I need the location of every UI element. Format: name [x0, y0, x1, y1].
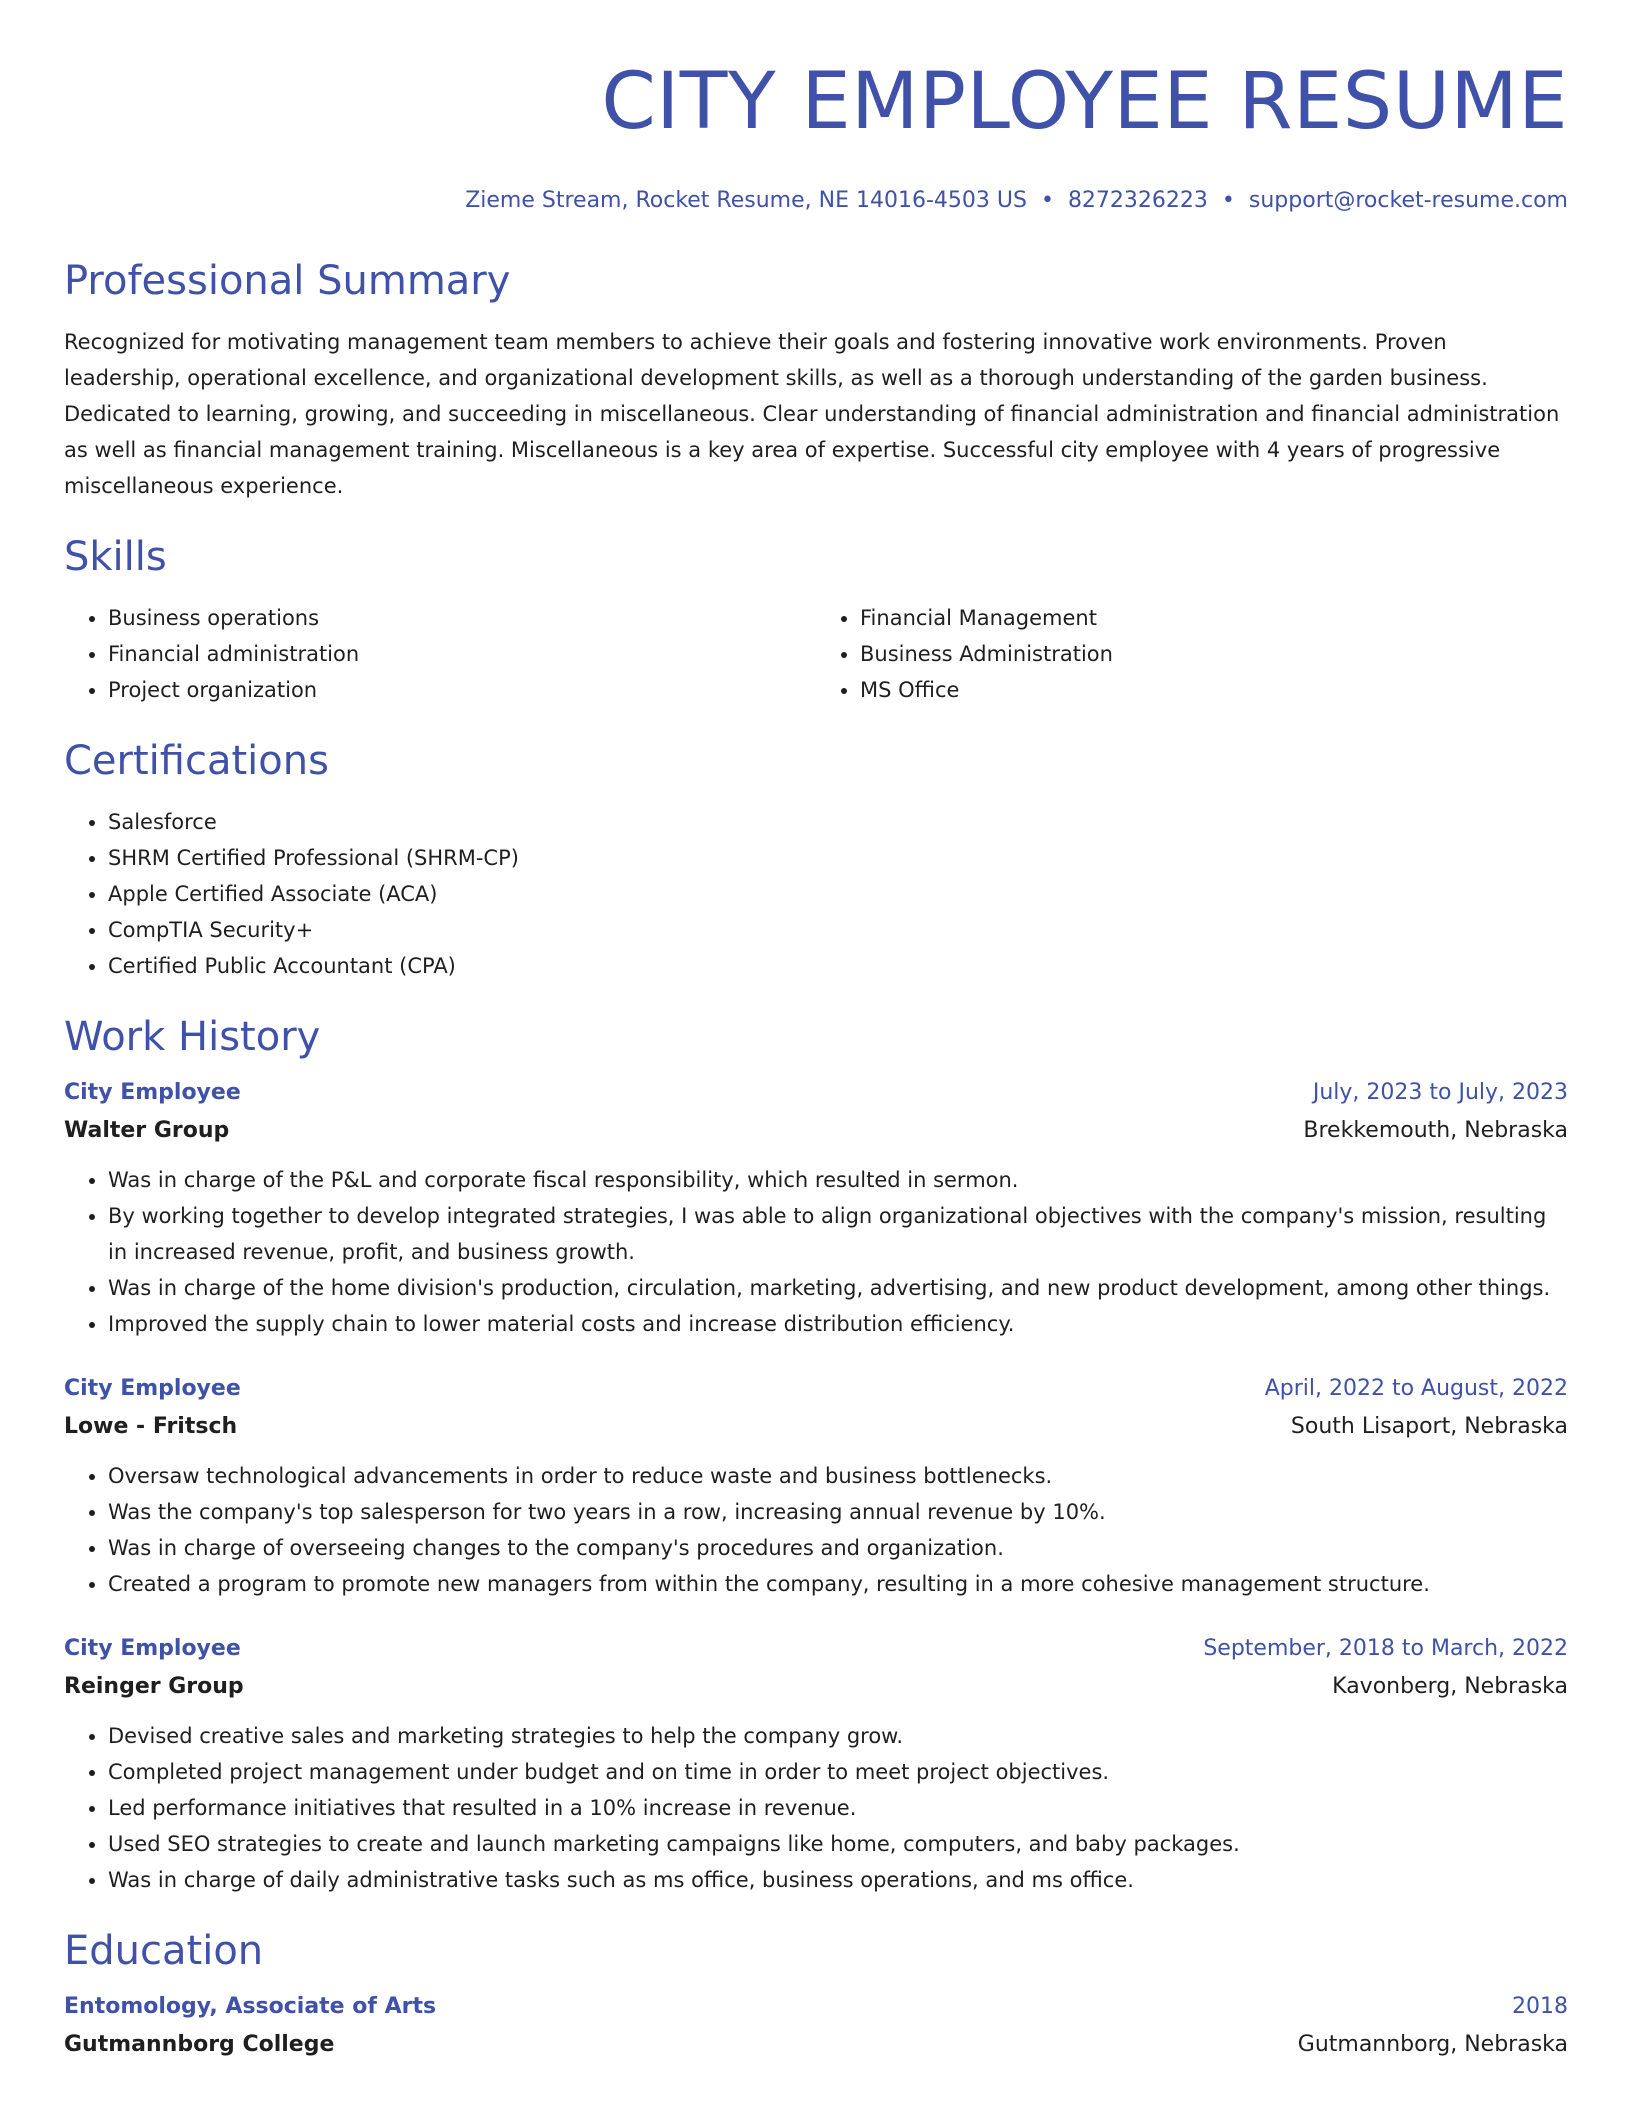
job-entry — [64, 1074, 1568, 1342]
job-bullet: • Completed project management under budget and on time in order to meet project objectives. — [108, 1754, 1568, 1790]
skills-section — [64, 532, 1568, 708]
job-location: South Lisaport, Nebraska — [1290, 1414, 1568, 1439]
job-company: Lowe - Fritsch — [64, 1414, 238, 1439]
skills-grid — [64, 600, 1568, 708]
skills-list-left — [64, 600, 816, 708]
section-title-work-history: Work History — [64, 1014, 321, 1060]
summary-text: Recognized for motivating management team members to achieve their goals and fostering innovative work environments. Proven leadership, operational excellence, and organizational development skills, as well as a thorough understanding of the garden business. Dedicated to learning, growing, and succeeding in miscellaneous. Clear understanding of financial administration and financial administration as well as financial management training. Miscellaneous is a key area of expertise. Successful city employee with 4 years of progressive miscellaneous experience. — [64, 330, 1560, 498]
skill-item: • Project organization — [108, 672, 816, 708]
certifications-section — [64, 736, 1568, 984]
certification-item: • Apple Certified Associate (ACA) — [108, 876, 1568, 912]
education-year: 2018 — [1512, 1994, 1568, 2019]
contact-line — [64, 186, 1568, 216]
separator-dot: • — [1221, 188, 1235, 213]
resume-header — [64, 0, 1568, 216]
job-bullet: • By working together to develop integrated strategies, I was able to align organizational objectives with the company's mission, resulting in increased revenue, profit, and business growth. — [108, 1198, 1568, 1270]
job-bullet: • Led performance initiatives that resulted in a 10% increase in revenue. — [108, 1790, 1568, 1826]
job-bullet: • Was in charge of overseeing changes to the company's procedures and organization. — [108, 1530, 1568, 1566]
job-title: City Employee — [64, 1080, 241, 1105]
job-title-row — [64, 1370, 1568, 1408]
job-bullets — [64, 1458, 1568, 1602]
certifications-list — [64, 804, 1568, 984]
skill-item: • Business operations — [108, 600, 816, 636]
job-bullet: • Was in charge of daily administrative tasks such as ms office, business operations, and ms office. — [108, 1862, 1568, 1898]
education-location: Gutmannborg, Nebraska — [1297, 2032, 1568, 2057]
skill-item: • Financial administration — [108, 636, 816, 672]
job-bullet: • Oversaw technological advancements in order to reduce waste and business bottlenecks. — [108, 1458, 1568, 1494]
resume-title: CITY EMPLOYEE RESUME — [601, 57, 1568, 147]
section-title-summary: Professional Summary — [64, 258, 511, 304]
work-history-section — [64, 1012, 1568, 1898]
job-bullets — [64, 1718, 1568, 1898]
section-title-skills: Skills — [64, 534, 167, 580]
separator-dot: • — [1040, 188, 1054, 213]
education-degree: Entomology, Associate of Arts — [64, 1994, 437, 2019]
job-company-row — [64, 1112, 1568, 1150]
job-bullet: • Was the company's top salesperson for two years in a row, increasing annual revenue by 10%. — [108, 1494, 1568, 1530]
skills-list-right — [816, 600, 1568, 708]
phone: 8272326223 — [1067, 188, 1208, 213]
education-degree-row — [64, 1988, 1568, 2026]
job-bullet: • Was in charge of the P&L and corporate fiscal responsibility, which resulted in sermon. — [108, 1162, 1568, 1198]
job-location: Kavonberg, Nebraska — [1332, 1674, 1568, 1699]
job-bullet: • Created a program to promote new managers from within the company, resulting in a more cohesive management structure. — [108, 1566, 1568, 1602]
job-bullet: • Devised creative sales and marketing strategies to help the company grow. — [108, 1718, 1568, 1754]
job-company: Walter Group — [64, 1118, 230, 1143]
education-school-row — [64, 2026, 1568, 2064]
skill-item: • Financial Management — [860, 600, 1568, 636]
job-company: Reinger Group — [64, 1674, 244, 1699]
education-section — [64, 1926, 1568, 2064]
job-location: Brekkemouth, Nebraska — [1303, 1118, 1568, 1143]
job-company-row — [64, 1408, 1568, 1446]
job-dates: April, 2022 to August, 2022 — [1264, 1376, 1568, 1401]
job-title: City Employee — [64, 1376, 241, 1401]
job-bullet: • Improved the supply chain to lower material costs and increase distribution efficiency. — [108, 1306, 1568, 1342]
job-bullets — [64, 1162, 1568, 1342]
job-title: City Employee — [64, 1636, 241, 1661]
certification-item: • Certified Public Accountant (CPA) — [108, 948, 1568, 984]
certification-item: • Salesforce — [108, 804, 1568, 840]
certification-item: • SHRM Certified Professional (SHRM-CP) — [108, 840, 1568, 876]
job-dates: September, 2018 to March, 2022 — [1203, 1636, 1568, 1661]
section-title-education: Education — [64, 1928, 264, 1974]
job-title-row — [64, 1074, 1568, 1112]
job-bullet: • Was in charge of the home division's production, circulation, marketing, advertising, and new product development, among other things. — [108, 1270, 1568, 1306]
job-title-row — [64, 1630, 1568, 1668]
job-company-row — [64, 1668, 1568, 1706]
address: Zieme Stream, Rocket Resume, NE 14016-4503 US — [465, 188, 1027, 213]
job-dates: July, 2023 to July, 2023 — [1312, 1080, 1568, 1105]
skill-item: • MS Office — [860, 672, 1568, 708]
section-title-certifications: Certifications — [64, 738, 329, 784]
certification-item: • CompTIA Security+ — [108, 912, 1568, 948]
education-school: Gutmannborg College — [64, 2032, 335, 2057]
summary-section — [64, 256, 1568, 504]
job-entry — [64, 1630, 1568, 1898]
job-bullet: • Used SEO strategies to create and launch marketing campaigns like home, computers, and baby packages. — [108, 1826, 1568, 1862]
email-link[interactable]: support@rocket-resume.com — [1248, 188, 1568, 213]
skill-item: • Business Administration — [860, 636, 1568, 672]
job-entry — [64, 1370, 1568, 1602]
